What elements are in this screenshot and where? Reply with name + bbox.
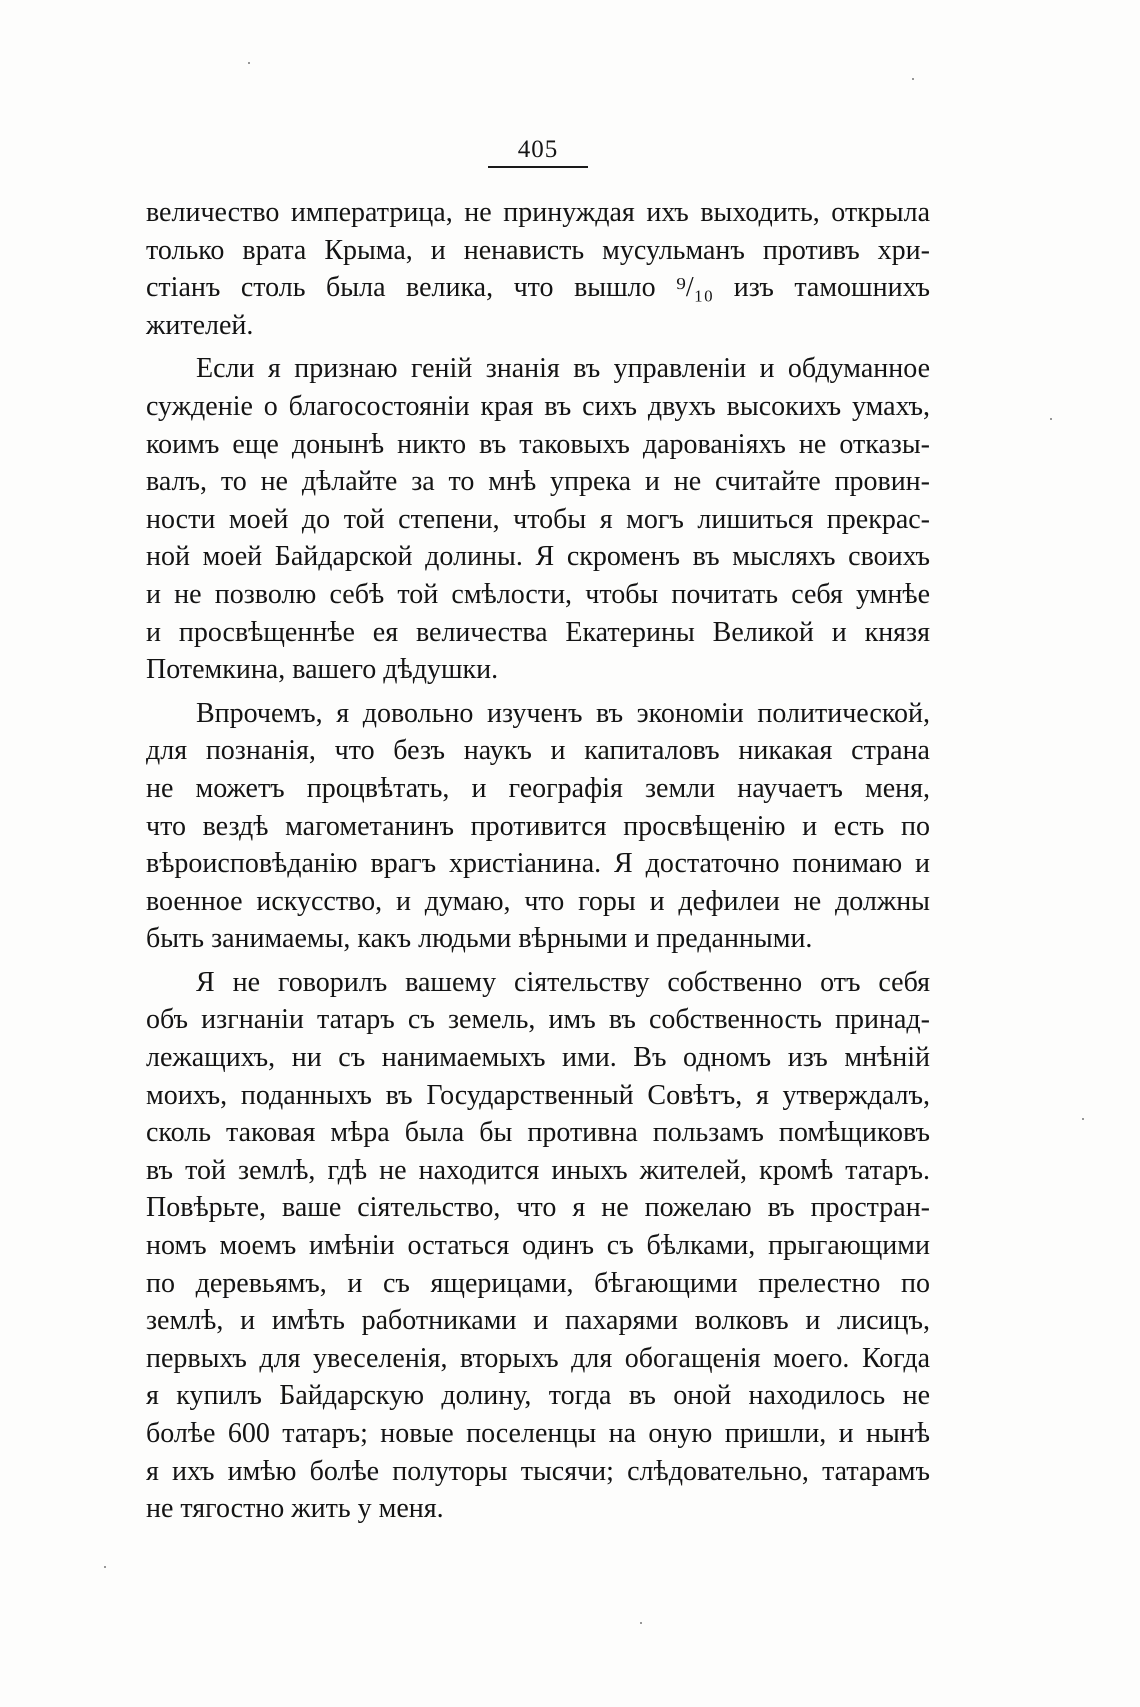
text-line: я ихъ имѣю болѣе полуторы тысячи; слѣдовательно, татарамъ: [146, 1455, 930, 1487]
text-line: и не позволю себѣ той смѣлости, чтобы почитать себя умнѣе: [146, 578, 930, 610]
text-line: коимъ еще донынѣ никто въ таковыхъ дарованіяхъ не отказы-: [146, 428, 930, 460]
text-line: только врата Крыма, и ненависть мусульманъ противъ хри-: [146, 234, 930, 266]
text-line: для познанія, что безъ наукъ и капиталовъ никакая страна: [146, 735, 930, 767]
paragraph-4: [146, 964, 930, 1528]
text-line: ности моей до той степени, чтобы я могъ лишиться прекрас-: [146, 503, 930, 535]
paragraph-2: [146, 350, 930, 688]
scan-speck: [1050, 418, 1052, 420]
text-line: лежащихъ, ни съ нанимаемыхъ ими. Въ одномъ изъ мнѣній: [146, 1042, 930, 1074]
paragraph-3: [146, 695, 930, 958]
text-line: Повѣрьте, ваше сіятельство, что я не пожелаю въ простран-: [146, 1192, 930, 1224]
text-line: не можетъ процвѣтать, и географія земли научаетъ меня,: [146, 772, 930, 804]
text-line: номъ моемъ имѣніи остаться одинъ съ бѣлками, прыгающими: [146, 1230, 930, 1262]
scan-speck: [912, 78, 914, 80]
paragraph-1: [146, 194, 930, 344]
text-line: я купилъ Байдарскую долину, тогда въ оной находилось не: [146, 1380, 930, 1412]
text-line: Если я признаю геній знанія въ управленіи и обдуманное: [196, 353, 930, 385]
text-line: Потемкина, вашего дѣдушки.: [146, 654, 499, 686]
scan-speck: [104, 1566, 106, 1568]
page-number-rule: [488, 166, 588, 168]
text-line: что вездѣ магометанинъ противится просвѣщенію и есть по: [146, 810, 930, 842]
text-line: первыхъ для увеселенія, вторыхъ для обогащенія моего. Когда: [146, 1342, 930, 1374]
scan-speck: [1082, 1118, 1084, 1120]
text-line: не тягостно жить у меня.: [146, 1493, 444, 1525]
text-line: Я не говорилъ вашему сіятельству собственно отъ себя: [196, 966, 930, 998]
text-line: Впрочемъ, я довольно изученъ въ экономіи политической,: [196, 697, 930, 729]
text-line: вѣроисповѣданію врагъ христіанина. Я достаточно понимаю и: [146, 848, 930, 880]
text-line: сужденіе о благосостояніи края въ сихъ двухъ высокихъ умахъ,: [146, 390, 930, 422]
text-line: военное искусство, и думаю, что горы и дефилеи не должны: [146, 885, 930, 917]
scan-speck: [248, 62, 250, 64]
text-line: быть занимаемы, какъ людьми вѣрными и преданными.: [146, 923, 813, 955]
body-text: [146, 194, 930, 1534]
text-line: объ изгнаніи татаръ съ земель, имъ въ собственность принад-: [146, 1004, 930, 1036]
text-line: моихъ, поданныхъ въ Государственный Совѣтъ, я утверждалъ,: [146, 1079, 930, 1111]
text-line: и просвѣщеннѣе ея величества Екатерины Великой и князя: [146, 616, 930, 648]
text-line: ной моей Байдарской долины. Я скроменъ въ мысляхъ своихъ: [146, 541, 930, 573]
text-line: сколь таковая мѣра была бы противна пользамъ помѣщиковъ: [146, 1117, 930, 1149]
page-number: 405: [517, 136, 559, 163]
text-line: валъ, то не дѣлайте за то мнѣ упрека и не считайте провин-: [146, 466, 930, 498]
text-line: жителей.: [146, 309, 254, 341]
text-line: величество императрица, не принуждая ихъ выходить, открыла: [146, 197, 930, 228]
scan-speck: [640, 1622, 642, 1624]
text-line: по деревьямъ, и съ ящерицами, бѣгающими прелестно по: [146, 1267, 930, 1299]
text-line: стіанъ столь была велика, что вышло ⁹/₁₀ изъ тамошнихъ: [146, 272, 930, 304]
text-line: въ той землѣ, гдѣ не находится иныхъ жителей, кромѣ татаръ.: [146, 1154, 930, 1186]
text-line: болѣе 600 татаръ; новые поселенцы на оную пришли, и нынѣ: [146, 1418, 930, 1449]
text-line: землѣ, и имѣть работниками и пахарями волковъ и лисицъ,: [146, 1305, 930, 1337]
